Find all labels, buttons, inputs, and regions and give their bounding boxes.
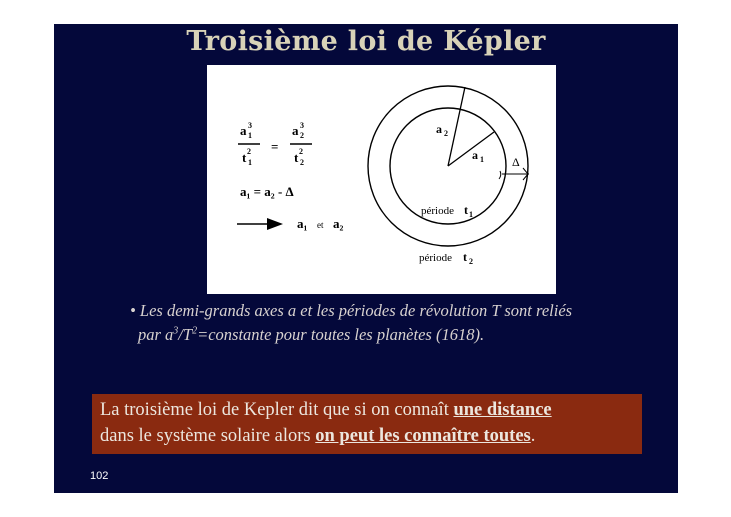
radius-a1 <box>448 132 494 166</box>
conclusion-text-3: . <box>530 426 536 446</box>
eq1-den-right-sup: 2 <box>299 147 303 156</box>
conclusion-text-1: La troisième loi de Kepler dit que si on connaît <box>100 400 454 420</box>
bullet-marker: • <box>130 301 136 320</box>
equation-arrow-a1-a2 <box>237 216 344 231</box>
eq1-den-left: t <box>242 150 247 165</box>
delta-tick-inner <box>499 171 501 179</box>
arrow-head-icon <box>267 218 283 230</box>
conclusion-text-2: dans le système solaire alors <box>100 426 316 446</box>
eq1-den-left-sub: 1 <box>248 158 252 167</box>
eq1-num-right-sub: 2 <box>300 131 304 140</box>
bullet-formula-sup2: 2 <box>192 325 198 337</box>
conclusion-emphasis-1: une distance <box>453 400 552 420</box>
label-a1-sub: 1 <box>480 155 484 164</box>
eq3-a2: a₂ <box>333 216 344 231</box>
label-periode-outer-sub: 2 <box>469 257 473 266</box>
conclusion-emphasis-2: on peut les connaître toutes <box>315 426 531 446</box>
eq1-den-right-sub: 2 <box>300 158 304 167</box>
page-number: 102 <box>90 470 109 482</box>
conclusion-box <box>92 394 642 454</box>
conclusion-line-2 <box>100 423 642 449</box>
slide <box>54 24 678 493</box>
eq1-equals: = <box>271 139 279 154</box>
eq1-den-left-sup: 2 <box>247 147 251 156</box>
eq1-num-right: a <box>292 123 299 138</box>
bullet-formula-sup1: 3 <box>173 325 179 337</box>
bullet-line-2 <box>130 323 630 347</box>
bullet-formula-pre: par a <box>138 325 174 344</box>
eq1-num-left-sub: 1 <box>248 131 252 140</box>
bullet-point <box>130 299 630 347</box>
label-periode-inner-t: t <box>464 203 468 217</box>
label-a1: a <box>472 148 478 162</box>
label-a2-sub: 2 <box>444 129 448 138</box>
bullet-formula-post: =constante pour toutes les planètes (1618). <box>197 325 485 344</box>
bullet-formula-mid: /T <box>178 325 193 344</box>
eq1-num-left-sup: 3 <box>248 121 252 130</box>
slide-title: Troisième loi de Képler <box>186 26 546 57</box>
bullet-text-1: Les demi-grands axes a et les périodes de révolution T sont reliés <box>139 301 573 320</box>
radius-a2 <box>448 87 465 166</box>
eq1-den-right: t <box>294 150 299 165</box>
kepler-diagram <box>207 65 556 294</box>
conclusion-line-1 <box>100 397 642 423</box>
eq1-num-right-sup: 3 <box>300 121 304 130</box>
label-periode-inner-sub: 1 <box>469 210 473 219</box>
label-periode-inner: période <box>421 205 454 217</box>
eq1-num-left: a <box>240 123 247 138</box>
label-a2: a <box>436 122 442 136</box>
equation-a1-a2-delta: a₁ = a₂ - Δ <box>240 184 294 199</box>
label-periode-outer: période <box>419 252 452 264</box>
label-periode-outer-t: t <box>463 250 467 264</box>
eq3-et: et <box>317 220 324 230</box>
eq3-a1: a₁ <box>297 216 308 231</box>
equation-kepler-ratio <box>238 121 312 167</box>
label-delta: Δ <box>512 155 520 169</box>
bullet-line-1 <box>130 299 630 323</box>
